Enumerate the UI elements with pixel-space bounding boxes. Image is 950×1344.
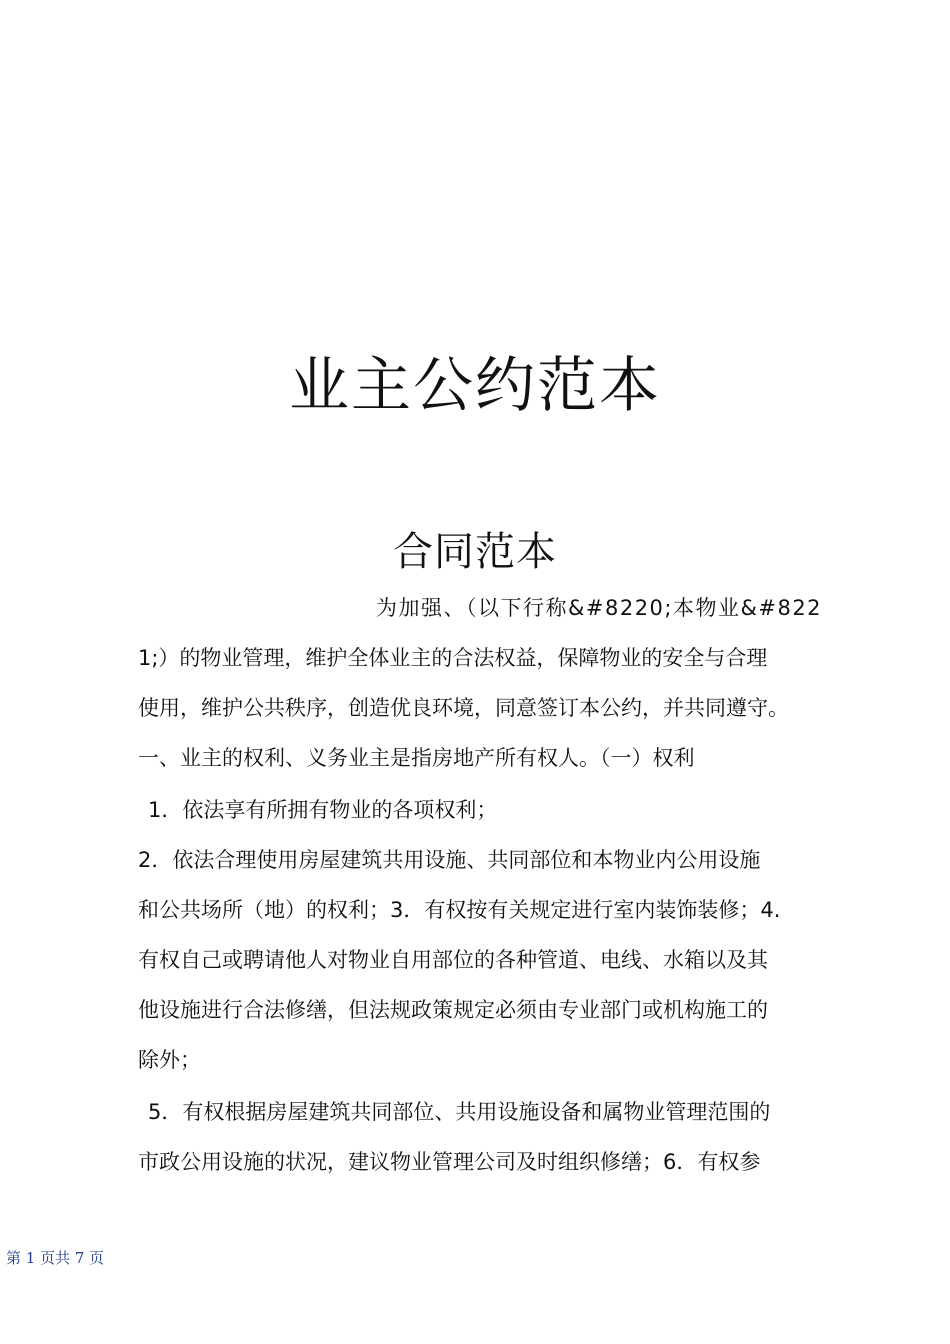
- body-line: 一、业主的权利、义务业主是指房地产所有权人。（一）权利: [138, 746, 695, 770]
- body-line: 有权自己或聘请他人对物业自用部位的各种管道、电线、水箱以及其: [138, 948, 768, 972]
- body-line: 1．依法享有所拥有物业的各项权利；: [148, 798, 498, 822]
- body-line: 市政公用设施的状况，建议物业管理公司及时组织修缮；6．有权参: [138, 1150, 761, 1174]
- body-line: 为加强、（以下行称&#8220;本物业&#822: [376, 596, 823, 620]
- body-line: 和公共场所（地）的权利；3．有权按有关规定进行室内装饰装修；4.: [138, 898, 781, 922]
- body-line: 使用，维护公共秩序，创造优良环境，同意签订本公约，并共同遵守。: [138, 696, 789, 720]
- page-number-footer: 第 1 页共 7 页: [6, 1249, 105, 1267]
- body-line: 除外；: [138, 1048, 201, 1072]
- body-line: 5．有权根据房屋建筑共同部位、共用设施设备和属物业管理范围的: [148, 1100, 771, 1124]
- document-title: 业主公约范本: [289, 351, 661, 421]
- document-subtitle: 合同范本: [393, 529, 557, 575]
- body-line: 1;）的物业管理，维护全体业主的合法权益，保障物业的安全与合理: [138, 646, 768, 670]
- body-line: 他设施进行合法修缮，但法规政策规定必须由专业部门或机构施工的: [138, 998, 768, 1022]
- body-line: 2．依法合理使用房屋建筑共用设施、共同部位和本物业内公用设施: [138, 848, 761, 872]
